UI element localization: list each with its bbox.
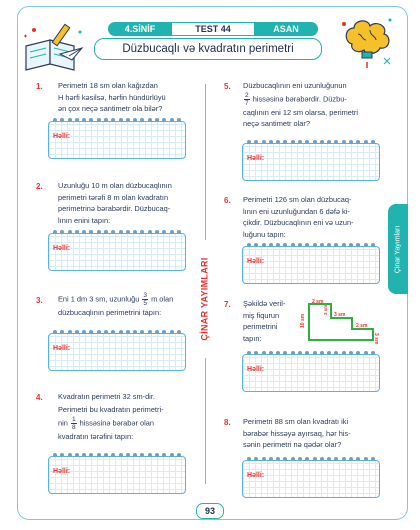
answer-label: Həlli: xyxy=(53,345,71,352)
publisher-brand: ÇİNAR YAYIMLARI xyxy=(197,240,213,358)
answer-label: Həlli: xyxy=(53,468,71,475)
answer-label: Həlli: xyxy=(247,366,265,373)
level-label: ASAN xyxy=(254,22,318,36)
answer-label: Həlli: xyxy=(247,155,265,162)
question-1-text: Perimetri 18 sm olan kağızdan H hərfi kəsilsə, hərfin hündürlüyü ən çox neçə santimetr ola bilər? xyxy=(58,81,166,113)
answer-box-7[interactable] xyxy=(242,354,380,392)
question-2-text: Uzunluğu 10 m olan düzbucaqlının perimetri tərəfi 8 m olan kvadratın perimetrinə bərabərdir. Düzbucaq- lının enini tapın: xyxy=(58,181,172,225)
figure-label-step2: 2 sm xyxy=(356,323,368,329)
answer-box-6[interactable] xyxy=(242,246,380,284)
question-8-text: Perimetri 88 sm olan kvadratı iki bərabər hissəyə ayırsaq, hər his- sənin perimetri nə qədər olar? xyxy=(243,417,351,449)
question-5-text: Düzbucaqlının eni uzunluğunun $\frac{2}{7}$ hissəsinə bərabərdir. Düzbu- caqlının eni 12 sm olarsa, perimetri neçə santimetr olar? xyxy=(243,81,359,128)
staircase-figure xyxy=(292,296,386,348)
figure-label-step1: 3 sm xyxy=(334,312,346,318)
question-2-number: 2. xyxy=(36,182,43,191)
figure-label-top: 2 sm xyxy=(312,299,324,305)
paper-plane-icon xyxy=(58,46,84,62)
answer-box-5[interactable] xyxy=(242,143,380,181)
page-title: Düzbucaqlı və kvadratın perimetri xyxy=(94,38,322,60)
answer-label: Həlli: xyxy=(247,472,265,479)
question-6-number: 6. xyxy=(224,196,231,205)
question-5-number: 5. xyxy=(224,82,231,91)
header-bar xyxy=(108,22,318,36)
answer-box-4[interactable] xyxy=(48,456,186,494)
answer-label: Həlli: xyxy=(247,258,265,265)
figure-label-inner: 3 sm xyxy=(323,304,328,315)
question-3-text: Eni 1 dm 3 sm, uzunluğu $\frac{3}{5}$ m olan düzbucaqlının perimetrini tapın: xyxy=(58,292,174,317)
figure-label-right: 3 sm xyxy=(373,333,379,345)
question-1-number: 1. xyxy=(36,82,43,91)
grade-label: 4.SİNİF xyxy=(108,22,172,36)
question-4-number: 4. xyxy=(36,393,43,402)
side-tab: Çinar Yayımları xyxy=(388,204,408,294)
answer-label: Həlli: xyxy=(53,245,71,252)
question-8-number: 8. xyxy=(224,418,231,427)
question-3-number: 3. xyxy=(36,296,43,305)
brain-lightbulb-icon xyxy=(336,14,398,72)
answer-box-3[interactable] xyxy=(48,333,186,371)
figure-label-left: 10 sm xyxy=(300,313,306,328)
answer-box-8[interactable] xyxy=(242,460,380,498)
question-7-number: 7. xyxy=(224,300,231,309)
test-label: TEST 44 xyxy=(172,22,254,36)
question-6-text: Perimetri 126 sm olan düzbucaq- lının eni uzunluğundan 6 dəfə ki- çikdir. Düzbucaqlının eni və uzun- luğunu tapın: xyxy=(243,195,354,239)
answer-box-2[interactable] xyxy=(48,233,186,271)
answer-label: Həlli: xyxy=(53,133,71,140)
page-number: 93 xyxy=(196,503,224,519)
answer-box-1[interactable] xyxy=(48,121,186,159)
question-7-text: Şəkildə veril- miş fiqurun perimetrini tapın: xyxy=(243,299,286,343)
question-4-text: Kvadratın perimetri 32 sm-dir. Perimetri bu kvadratın perimetri- nin $\frac{1}{8}$ hissəsinə bərabər olan kvadratın tərəfini tapın: xyxy=(58,392,164,441)
